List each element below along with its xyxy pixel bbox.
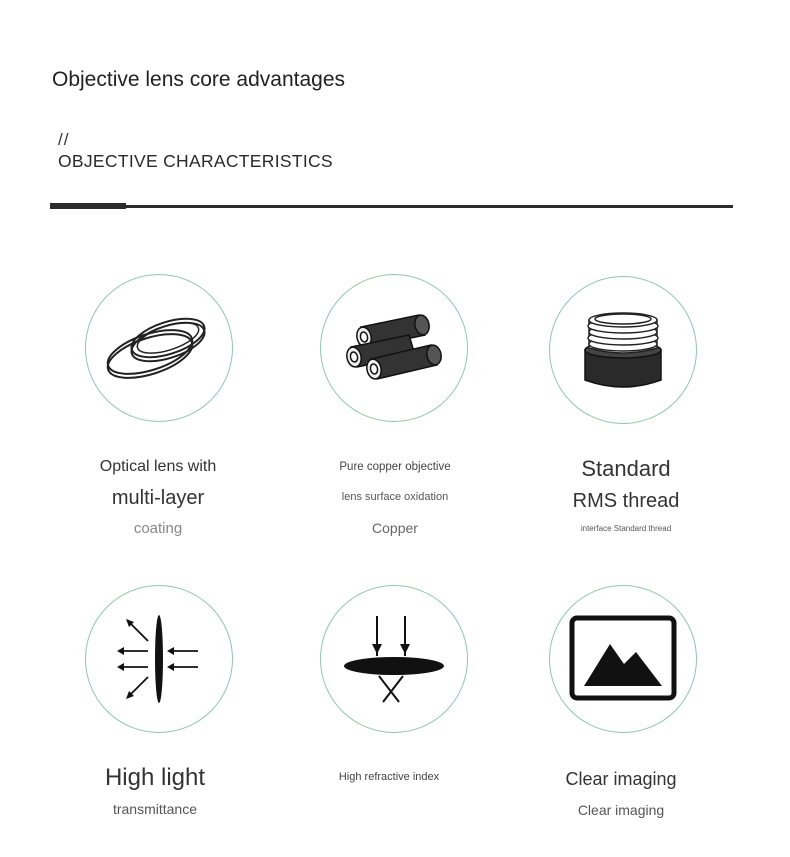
image-picture-icon xyxy=(568,614,678,704)
feature-line: Pure copper objective xyxy=(339,461,451,473)
feature-line: interface Standard thread xyxy=(580,524,672,533)
light-transmission-icon xyxy=(114,611,204,707)
feature-line: Copper xyxy=(372,520,418,536)
section-subtitle: OBJECTIVE CHARACTERISTICS xyxy=(58,151,333,171)
feature-line: multi-layer xyxy=(111,487,205,509)
feature-line: Clear imaging xyxy=(565,769,677,789)
rms-thread-icon xyxy=(581,308,665,392)
feature-line: transmittance xyxy=(112,801,198,817)
feature-circle-lens xyxy=(85,274,233,422)
feature-line: Clear imaging xyxy=(577,802,665,818)
feature-line: Standard xyxy=(581,456,671,481)
divider-line xyxy=(50,205,733,208)
feature-circle-light xyxy=(85,585,233,733)
feature-line: Optical lens with xyxy=(99,458,217,475)
section-slashes: // xyxy=(58,130,70,149)
feature-circle-refraction xyxy=(320,585,468,733)
feature-circle-thread xyxy=(549,276,697,424)
feature-circle-imaging xyxy=(549,585,697,733)
feature-line: High refractive index xyxy=(338,771,440,783)
feature-line: RMS thread xyxy=(572,490,680,512)
lens-rings-icon xyxy=(104,308,214,388)
feature-line: lens surface oxidation xyxy=(341,491,449,503)
divider-accent xyxy=(50,203,126,209)
feature-line: coating xyxy=(133,520,183,537)
feature-circle-copper xyxy=(320,274,468,422)
copper-tubes-icon xyxy=(339,313,449,383)
refraction-icon xyxy=(339,614,449,704)
page-title: Objective lens core advantages xyxy=(52,68,346,91)
feature-line: High light xyxy=(104,764,206,791)
